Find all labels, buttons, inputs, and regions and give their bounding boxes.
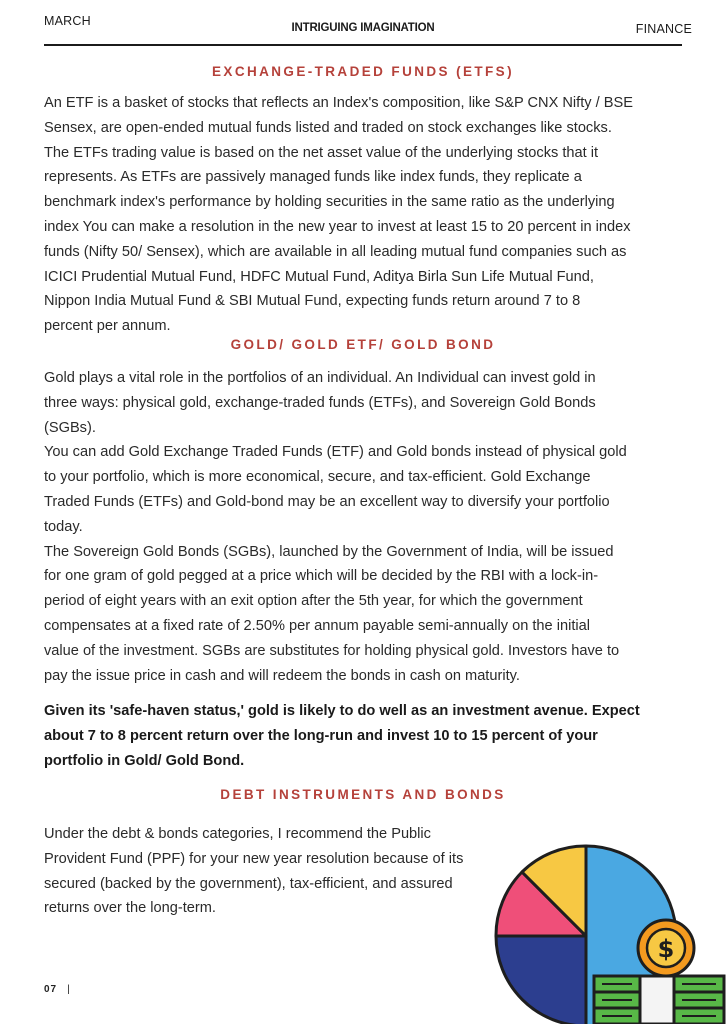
header-divider [44, 44, 682, 46]
page-footer [44, 984, 71, 995]
debt-line: Provident Fund (PPF) for your new year resolution because of its [44, 850, 464, 867]
gold-line: three ways: physical gold, exchange-traded funds (ETFs), and Sovereign Gold Bonds [44, 394, 596, 411]
pie-chart-with-coin-and-cash-icon [494, 838, 726, 1024]
gold-highlight-line: portfolio in Gold/ Gold Bond. [44, 752, 245, 769]
pie-navy-segment [496, 936, 586, 1024]
coin-symbol: $ [657, 935, 675, 963]
header-section: FINANCE [635, 22, 692, 36]
page-number: 07 [44, 984, 58, 995]
etf-line: Nippon India Mutual Fund & SBI Mutual Fund, expecting funds return around 7 to 8 [44, 293, 581, 310]
gold-highlight-line: Given its 'safe-haven status,' gold is likely to do well as an investment avenue. Expect [44, 703, 640, 719]
etf-heading: EXCHANGE-TRADED FUNDS (ETFS) [212, 64, 514, 79]
etf-line: percent per annum. [44, 318, 171, 335]
debt-line: Under the debt & bonds categories, I recommend the Public [44, 826, 431, 842]
gold-highlight [44, 699, 704, 773]
gold-line: compensates at a fixed rate of 2.50% per annum payable semi-annually on the initial [44, 617, 590, 634]
etf-line: index You can make a resolution in the new year to invest at least 15 to 20 percent in index [44, 218, 631, 235]
header-magazine-title: INTRIGUING IMAGINATION [291, 22, 435, 34]
debt-line: returns over the long-term. [44, 900, 216, 917]
gold-paragraph [44, 366, 704, 688]
debt-heading: DEBT INSTRUMENTS AND BONDS [220, 787, 506, 802]
gold-line: Traded Funds (ETFs) and Gold-bond may be an excellent way to diversify your portfolio [44, 493, 610, 510]
gold-line: value of the investment. SGBs are substitutes for holding physical gold. Investors have to [44, 642, 620, 659]
etf-line: benchmark index's performance by holding securities in the same ratio as the underlying [44, 194, 615, 211]
gold-line: pay the issue price in cash and will redeem the bonds in cash on maturity. [44, 667, 520, 684]
gold-highlight-line: about 7 to 8 percent return over the long-run and invest 10 to 15 percent of your [44, 727, 598, 744]
dollar-coin-icon [638, 920, 694, 976]
etf-line: The ETFs trading value is based on the net asset value of the underlying stocks that it [44, 144, 599, 161]
etf-line: Sensex, are open-ended mutual funds listed and traded on stock exchanges like stocks. [44, 119, 612, 136]
gold-line: Gold plays a vital role in the portfolios of an individual. An Individual can invest gold in [44, 370, 596, 386]
etf-line: An ETF is a basket of stocks that reflects an Index's composition, like S&P CNX Nifty / BSE [44, 95, 633, 111]
debt-line: secured (backed by the government), tax-efficient, and assured [44, 875, 453, 892]
header-month: MARCH [44, 14, 91, 28]
etf-line: represents. As ETFs are passively managed funds like index funds, they replicate a [44, 169, 582, 186]
gold-line: for one gram of gold pegged at a price which will be decided by the RBI with a lock-in- [44, 568, 599, 585]
cash-stack-icon [594, 976, 724, 1024]
footer-separator: | [67, 984, 71, 995]
etf-paragraph [44, 91, 704, 339]
gold-line: to your portfolio, which is more economical, secure, and tax-efficient. Gold Exchange [44, 469, 591, 486]
gold-line: period of eight years with an exit option after the 5th year, for which the government [44, 593, 583, 610]
etf-line: funds (Nifty 50/ Sensex), which are available in all leading mutual fund companies such as [44, 243, 627, 260]
gold-heading: GOLD/ GOLD ETF/ GOLD BOND [230, 337, 496, 352]
debt-paragraph [44, 822, 514, 921]
gold-line: (SGBs). [44, 419, 96, 436]
etf-line: ICICI Prudential Mutual Fund, HDFC Mutual Fund, Aditya Birla Sun Life Mutual Fund, [44, 268, 594, 285]
gold-line: You can add Gold Exchange Traded Funds (ETF) and Gold bonds instead of physical gold [44, 444, 627, 461]
gold-line: The Sovereign Gold Bonds (SGBs), launched by the Government of India, will be issued [44, 543, 614, 560]
gold-line: today. [44, 518, 83, 535]
